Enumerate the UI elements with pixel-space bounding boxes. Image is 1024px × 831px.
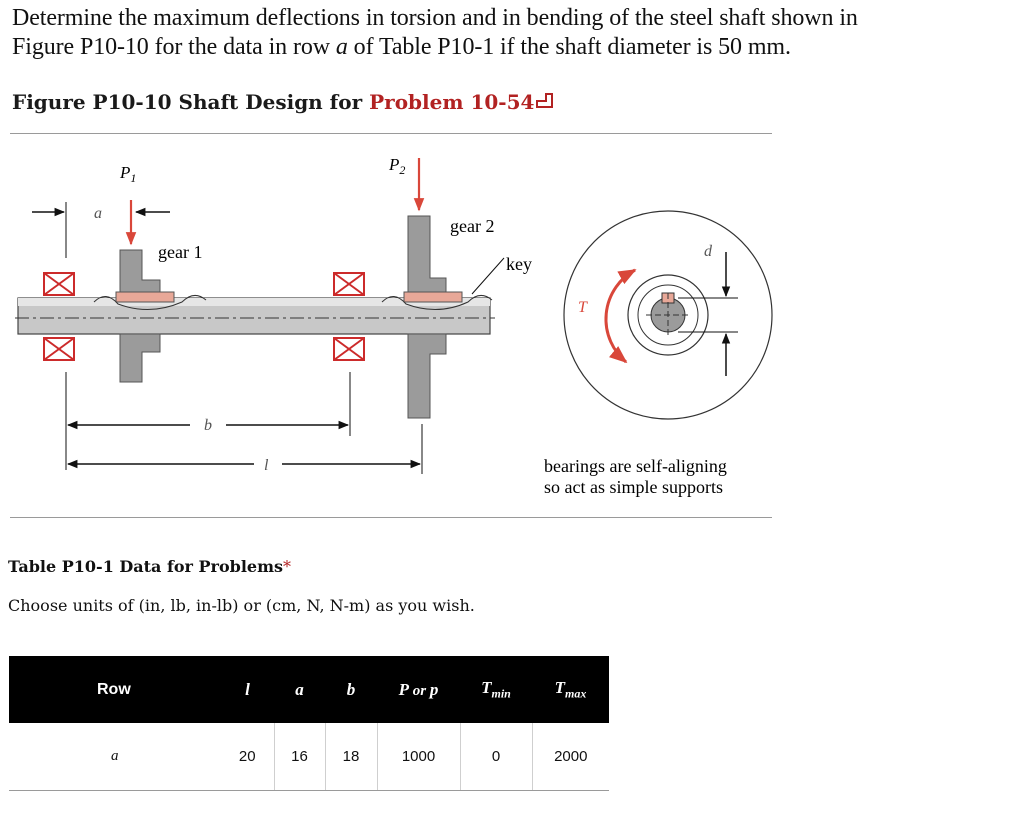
figure-title — [12, 90, 553, 114]
figure-title-text: Figure P10-10 Shaft Design for — [12, 90, 370, 114]
external-link-icon[interactable] — [536, 93, 553, 108]
label-t: T — [578, 299, 587, 316]
table-title-mark: * — [283, 557, 292, 576]
problem-link[interactable]: Problem 10-54 — [369, 90, 535, 114]
header-l: l — [221, 656, 274, 723]
label-p1: $P_1$ — [120, 163, 137, 185]
label-p2: $P_2$ — [389, 155, 406, 177]
label-b: b — [204, 417, 212, 434]
cell-p: 1000 — [377, 723, 460, 791]
key-gear-1 — [116, 292, 174, 302]
label-d: d — [704, 243, 712, 260]
table-row — [9, 723, 609, 791]
key-leader — [472, 258, 504, 294]
header-p: P or p — [377, 656, 460, 723]
label-gear-2: gear 2 — [450, 216, 495, 236]
shaft-figure — [10, 140, 780, 510]
cell-l: 20 — [221, 723, 274, 791]
table-title — [8, 557, 291, 576]
cell-tmin: 0 — [460, 723, 532, 791]
bearing-note-line-1: bearings are self-aligning — [544, 456, 727, 476]
problem-row-symbol: a — [335, 34, 348, 60]
header-row: Row — [9, 656, 221, 723]
divider-top — [10, 133, 772, 134]
header-tmax: $T_{max}$ — [532, 656, 609, 723]
cell-b: 18 — [325, 723, 377, 791]
problem-line-2-start: Figure P10-10 for the data in row — [12, 34, 336, 60]
problem-line-2-end: of Table P10-1 if the shaft diameter is 50 mm. — [347, 34, 791, 60]
label-key: key — [506, 254, 532, 274]
cell-a: 16 — [274, 723, 325, 791]
label-gear-1: gear 1 — [158, 242, 203, 262]
data-table — [9, 656, 609, 791]
header-b: b — [325, 656, 377, 723]
label-a: a — [94, 205, 102, 222]
header-a: a — [274, 656, 325, 723]
shaft-diagram — [10, 140, 780, 510]
table-header-row — [9, 656, 609, 723]
header-tmin: $T_{min}$ — [460, 656, 532, 723]
divider-bottom — [10, 517, 772, 518]
key-gear-2 — [404, 292, 462, 302]
problem-statement — [12, 4, 1012, 62]
problem-line-1: Determine the maximum deflections in torsion and in bending of the steel shaft shown in — [12, 5, 858, 31]
problem-line-2 — [12, 33, 1012, 62]
bearing-note-line-2: so act as simple supports — [544, 477, 723, 497]
cell-tmax: 2000 — [532, 723, 609, 791]
label-l: l — [264, 457, 269, 474]
units-note: Choose units of (in, lb, in-lb) or (cm, N, N-m) as you wish. — [8, 596, 475, 615]
table-title-text: Table P10-1 Data for Problems — [8, 557, 284, 576]
cell-row: a — [9, 723, 221, 791]
